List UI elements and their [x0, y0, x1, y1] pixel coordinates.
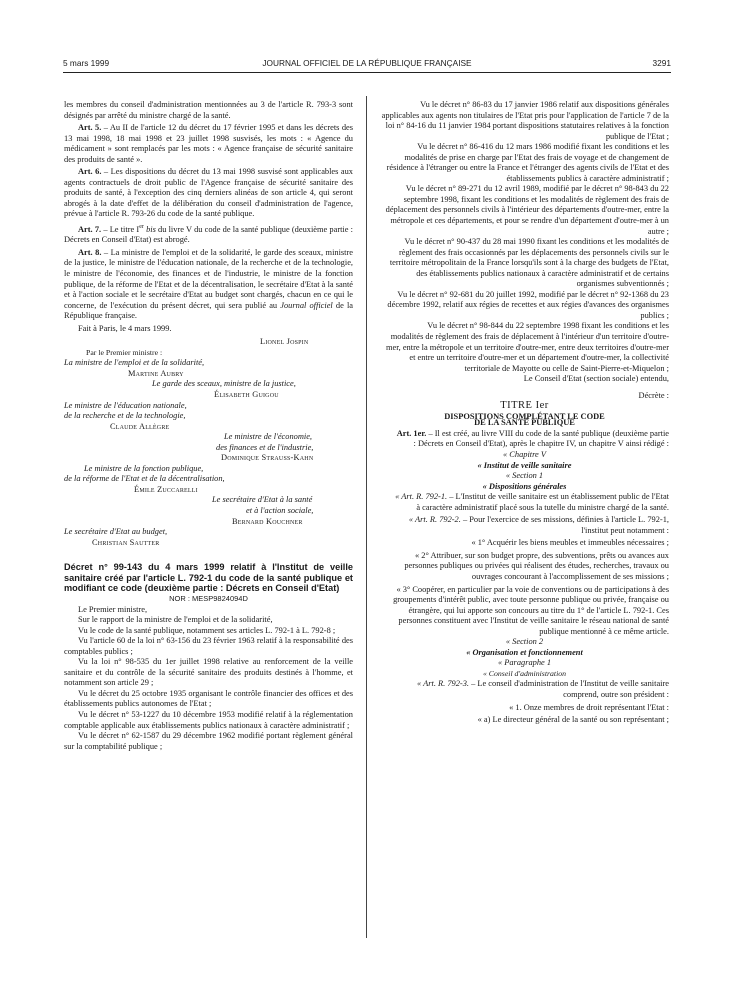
nor-reference: NOR : MESP9824094D	[169, 594, 248, 603]
signatory-name: Martine Aubry	[128, 368, 184, 378]
section-heading: « Section 2	[505, 637, 544, 647]
header-rule	[63, 72, 671, 73]
visa: Vu le décret n° 86-83 du 17 janvier 1986 relatif aux dispositions générales applicables aux agents non titulaires de l'Etat pris pour l'application de l'article 7 de la loi n° 84-16 du 11 janvier 1984 portant dispositions statutaires relatives à la fonction publique de l'Etat ;	[381, 100, 669, 141]
signatory-name: Émile Zuccarelli	[134, 484, 198, 494]
titre-heading: TITRE Ier	[500, 400, 549, 412]
column-divider	[366, 96, 367, 938]
signatory-title: de la recherche et de la technologie,	[64, 411, 186, 421]
article-r792-3: « Art. R. 792-3. – Le conseil d'administration de l'Institut de veille sanitaire comprend, outre son président :	[417, 679, 669, 699]
article-5: Art. 5. – Au II de l'article 12 du décret du 17 février 1995 et dans les décrets des 13 mai 1998, 18 mai 1998 et 23 juillet 1998 susvisés, les mots : « Agence du médicament » sont remplacés par les mots : « Agence française de sécurité sanitaire des produits de santé ».	[64, 123, 353, 164]
signatory-title: de la réforme de l'Etat et de la décentralisation,	[64, 474, 225, 484]
visa: Vu le décret n° 90-437 du 28 mai 1990 fixant les conditions et les modalités de règlement des frais occasionnés par les déplacements des personnels civils sur le territoire métropolitain de la France lorsqu'ils sont à la charge des budgets de l'Etat, des établissements publics nationaux à caractère administratif et de certains organismes subventionnés ;	[389, 237, 669, 289]
header-page-number: 3291	[652, 58, 671, 68]
paragraph: Le Premier ministre,	[78, 604, 148, 614]
article-1: Art. 1er. – Il est créé, au livre VIII du code de la santé publique (deuxième partie : Décrets en Conseil d'Etat), après le chapitre IV, un chapitre V ainsi rédigé :	[396, 428, 669, 449]
signatory-name: Dominique Strauss-Kahn	[221, 453, 314, 463]
visa: Vu le décret n° 92-681 du 20 juillet 1992, modifié par le décret n° 92-1368 du 23 décembre 1992, relatif aux régies de recettes et aux régies d'avances des organismes publics ;	[387, 289, 669, 320]
header-date: 5 mars 1999	[63, 58, 110, 68]
list-item: « a) Le directeur général de la santé ou son représentant ;	[477, 715, 669, 725]
signatory-name: Claude Allègre	[110, 421, 170, 431]
visa: Vu le décret n° 53-1227 du 10 décembre 1953 modifié relatif à la réglementation comptable applicable aux établissements publics nationaux à caractère administratif ;	[64, 710, 353, 730]
signatory-name: Lionel Jospin	[260, 337, 309, 347]
visa: Vu le décret n° 62-1587 du 29 décembre 1962 modifié portant règlement général sur la comptabilité publique ;	[64, 731, 353, 751]
signatory-title: Le secrétaire d'Etat au budget,	[64, 527, 168, 537]
article-6: Art. 6. – Les dispositions du décret du 13 mai 1998 susvisé sont applicables aux agents contractuels de droit public de l'Agence française de sécurité sanitaire des produits de santé, à l'exception des cinq derniers alinéas de son article 4, qui seront abrogés à la date d'effet de la délibération du conseil d'administration de l'agence, prévue à l'article R. 793-26 du code de la santé publique.	[64, 167, 353, 219]
running-header	[63, 57, 671, 69]
visa: Vu le décret n° 89-271 du 12 avril 1989, modifié par le décret n° 98-843 du 22 septembre 1998, fixant les conditions et les modalités de règlement des frais de déplacement des personnels civils à l'intérieur des départements d'outre-mer, entre la métropole et ces départements, et pour se rendre d'un département d'outre-mer à un autre ;	[385, 184, 669, 236]
signatory-title: Le garde des sceaux, ministre de la justice,	[152, 379, 296, 389]
visa: Vu la loi n° 98-535 du 1er juillet 1998 relative au renforcement de la veille sanitaire et du contrôle de la sécurité sanitaire des produits destinés à l'homme, et notamment son article 29 ;	[64, 657, 353, 688]
list-item: « 2° Attribuer, sur son budget propre, des subventions, prêts ou avances aux personnes publiques ou privées qui réalisent des études, recherches, travaux ou ouvrages concourant à l'accomplissement de ses missions ;	[404, 550, 669, 581]
list-item: « 1° Acquérir les biens meubles et immeubles nécessaires ;	[471, 538, 669, 548]
chapter-title: « Institut de veille sanitaire	[477, 460, 572, 470]
section-title: « Dispositions générales	[482, 481, 567, 491]
article-8: Art. 8. – La ministre de l'emploi et de la solidarité, le garde des sceaux, ministre de la justice, le ministre de l'éducation nationale, de la recherche et de la technologie, le ministre de l'économie, des finances et de l'industrie, le ministre de la fonction publique, de la réforme de l'Etat et de la décentralisation, le secrétaire d'Etat à la santé et à l'action sociale et le secrétaire d'Etat au budget sont chargés, chacun en ce qui le concerne, de l'exécution du présent décret, qui sera publié au Journal officiel de la République française.	[64, 247, 354, 321]
article-7: Art. 7. – Le titre Ier bis du livre V du code de la santé publique (deuxième partie : Décrets en Conseil d'Etat) est abrogé.	[64, 224, 353, 245]
signatory-name: Bernard Kouchner	[232, 516, 303, 526]
article-r792-1: « Art. R. 792-1. – L'Institut de veille sanitaire est un établissement public de l'Etat à caractère administratif placé sous la tutelle du ministre chargé de la santé.	[395, 492, 669, 512]
signatures	[64, 337, 353, 548]
list-item: « 1. Onze membres de droit représentant l'Etat :	[509, 702, 669, 712]
visa: Vu le décret du 25 octobre 1935 organisant le contrôle financier des offices et des établissements publics autonomes de l'Etat ;	[64, 688, 353, 709]
visa: Vu le décret n° 98-844 du 22 septembre 1998 fixant les conditions et les modalités de règlement des frais de déplacement à l'intérieur d'un territoire d'outre-mer, entre la métropole et un territoire d'outre-mer, entre deux territoires d'outre-mer et entre un territoire d'outre-mer et un département d'outre-mer, la collectivité territoriale de Mayotte ou celle de Saint-Pierre-et-Miquelon ;	[385, 321, 669, 373]
article-r792-2: « Art. R. 792-2. – Pour l'exercice de ses missions, définies à l'article L. 792-1, l'institut peut notamment :	[408, 515, 669, 535]
header-journal-title: JOURNAL OFFICIEL DE LA RÉPUBLIQUE FRANÇAISE	[262, 58, 472, 68]
left-column	[64, 100, 353, 752]
paragraph: les membres du conseil d'administration mentionnées au 3 de l'article R. 793-3 sont désignés par arrêté du ministre chargé de la santé.	[64, 100, 353, 120]
decree-title: Décret n° 99-143 du 4 mars 1999 relatif à l'Institut de veille sanitaire créé par l'article L. 792-1 du code de la santé publique et modifiant ce code (deuxième partie : Décrets en Conseil d'Etat)	[64, 562, 353, 594]
chapter-heading: « Chapitre V	[503, 449, 546, 459]
signatory-title: et à l'action sociale,	[246, 506, 314, 516]
signatory-title: La ministre de l'emploi et de la solidarité,	[64, 358, 205, 368]
visa: Le Conseil d'Etat (section sociale) entendu,	[523, 374, 669, 384]
visa: Sur le rapport de la ministre de l'emploi et de la solidarité,	[78, 615, 273, 625]
signatory-title: Le ministre de la fonction publique,	[84, 463, 204, 473]
titre-subheading: DISPOSITIONS COMPLÉTANT LE CODE	[444, 411, 605, 421]
signatory-name: Christian Sautter	[92, 537, 160, 547]
visa: Vu le décret n° 86-416 du 12 mars 1986 modifié fixant les conditions et les modalités de prise en charge par l'Etat des frais de voyage et de changement de résidence à l'étranger ou entre la France et l'étranger des agents civils de l'Etat et des établissements publics à caractère administratif ;	[386, 142, 669, 183]
visa: Vu le code de la santé publique, notamment ses articles L. 792-1 à L. 792-8 ;	[78, 625, 336, 635]
signatory-title: des finances et de l'industrie,	[216, 442, 314, 452]
section-title: « Organisation et fonctionnement	[466, 647, 583, 657]
signatory-name: Élisabeth Guigou	[214, 390, 279, 400]
list-item: « 3° Coopérer, en particulier par la voie de conventions ou de participations à des groupements d'intérêt public, avec toute personne publique ou privée, française ou étrangère, qui lui apporte son concours au titre du 1° de l'article L. 792-1. Ces personnes constituent avec l'Institut de veille sanitaire le réseau national de santé publique mentionné à ce même article.	[393, 584, 669, 636]
right-column	[380, 100, 669, 726]
section-heading: « Section 1	[505, 471, 544, 481]
paragraph-title: « Conseil d'administration	[482, 668, 567, 678]
decrete: Décrète :	[638, 390, 669, 400]
fait-a-paris: Fait à Paris, le 4 mars 1999.	[78, 323, 172, 333]
titre-subheading: DE LA SANTÉ PUBLIQUE	[474, 418, 575, 428]
signatory-title: Le ministre de l'économie,	[224, 432, 313, 442]
paragraph-heading: « Paragraphe 1	[497, 658, 552, 668]
signatory-title: Le ministre de l'éducation nationale,	[64, 400, 187, 410]
signatory-title: Le secrétaire d'Etat à la santé	[212, 495, 313, 505]
signatory-intro: Par le Premier ministre :	[86, 347, 163, 357]
visa: Vu l'article 60 de la loi n° 63-156 du 23 février 1963 relatif à la responsabilité des comptables publics ;	[64, 636, 353, 656]
